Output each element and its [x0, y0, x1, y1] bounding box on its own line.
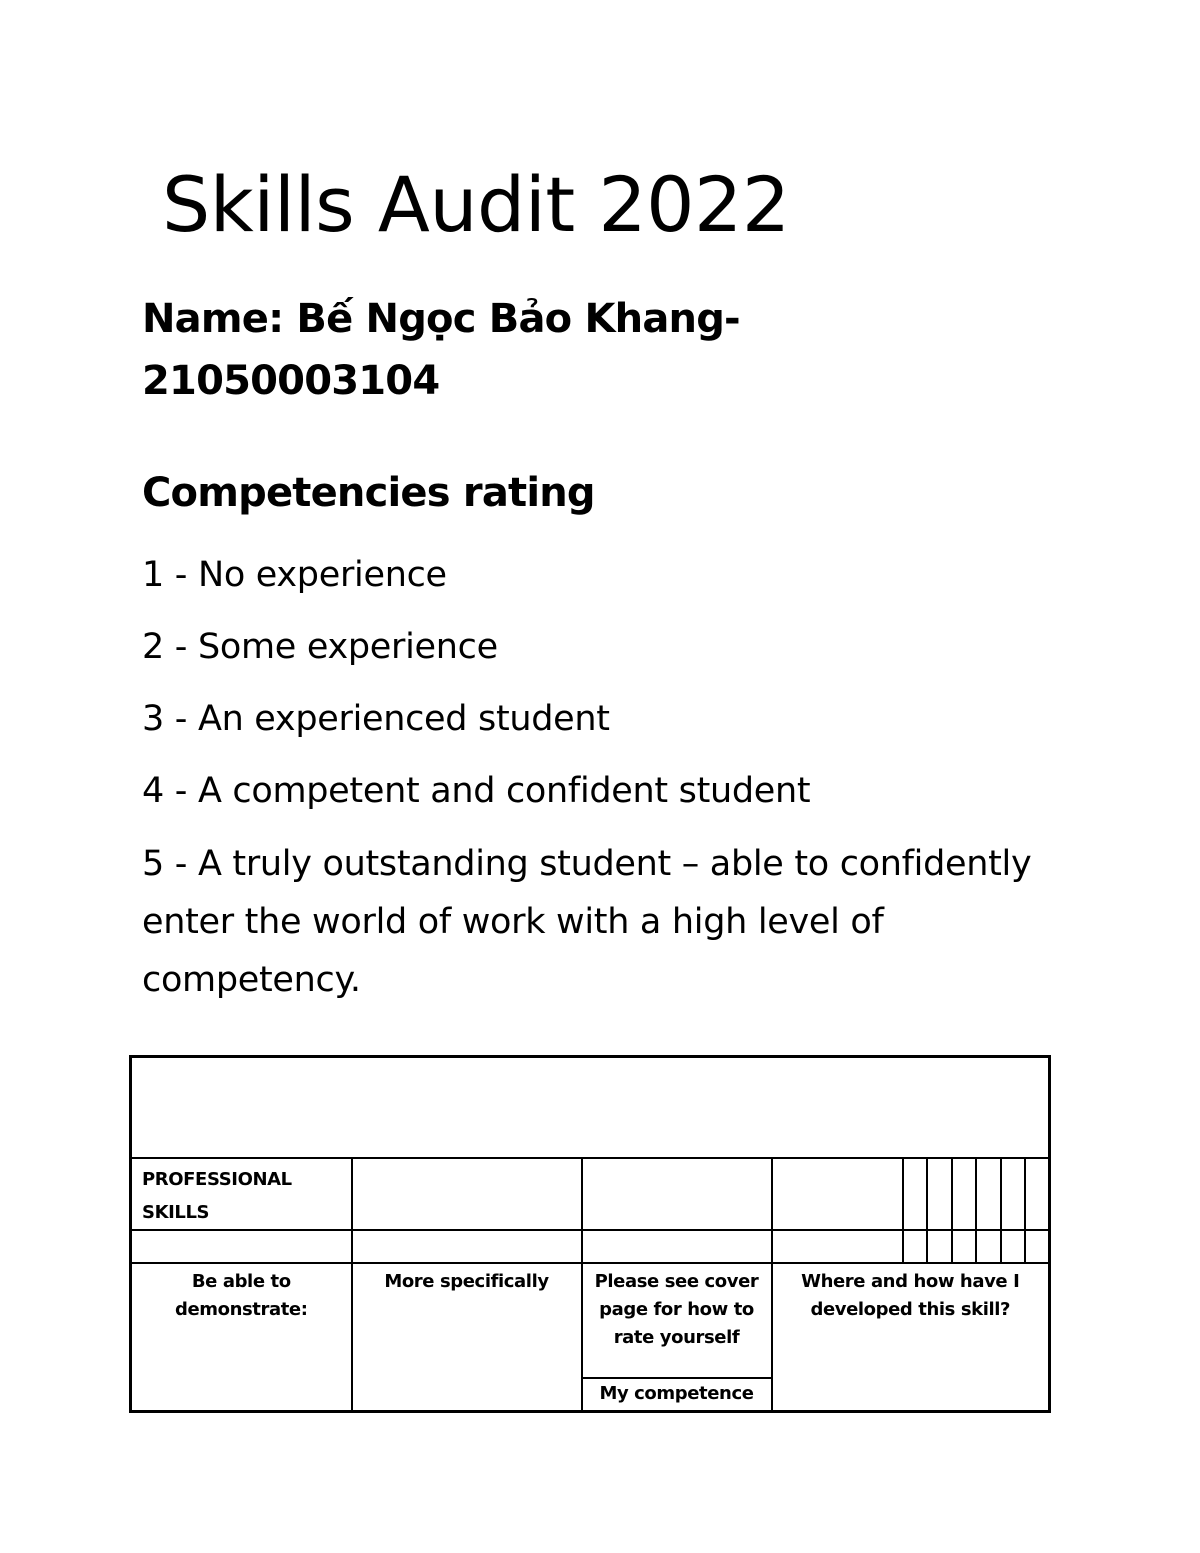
rating-box [1025, 1158, 1050, 1230]
competence-label: My competence [582, 1378, 772, 1412]
rating-item-3: 3 - An experienced student [142, 699, 610, 739]
rating-item-5: 5 - A truly outstanding student – able to confidently enter the world of work with a high level of competency. [142, 844, 1032, 1000]
header-demonstrate: Be able to demonstrate: [131, 1263, 352, 1412]
section-label: PROFESSIONAL SKILLS [131, 1158, 352, 1230]
rating-box [1001, 1158, 1025, 1230]
header-specifically: More specifically [352, 1263, 582, 1412]
student-id-line: 21050003104 [142, 358, 440, 404]
header-rating-note: Please see cover page for how to rate yourself [582, 1263, 772, 1378]
rating-heading: Competencies rating [142, 470, 595, 516]
page-title: Skills Audit 2022 [162, 160, 790, 249]
rating-box [927, 1230, 952, 1263]
rating-box [1025, 1230, 1050, 1263]
rating-box [976, 1230, 1001, 1263]
header-where-how: Where and how have I developed this skill? [772, 1263, 1050, 1412]
student-name [142, 288, 942, 412]
skills-table [129, 1055, 1051, 1413]
table-cell [352, 1158, 582, 1230]
rating-box [903, 1158, 927, 1230]
rating-box [952, 1158, 976, 1230]
table-cell [352, 1230, 582, 1263]
rating-box [903, 1230, 927, 1263]
student-name-line: Name: Bế Ngọc Bảo Khang- [142, 296, 740, 342]
table-cell [772, 1230, 903, 1263]
rating-item-2: 2 - Some experience [142, 627, 498, 667]
table-cell [772, 1158, 903, 1230]
table-header-blank-cell [131, 1057, 1050, 1158]
table-cell [582, 1230, 772, 1263]
rating-item-4: 4 - A competent and confident student [142, 771, 811, 811]
table-cell [582, 1158, 772, 1230]
rating-box [1001, 1230, 1025, 1263]
rating-box [976, 1158, 1001, 1230]
rating-box [952, 1230, 976, 1263]
table-cell [131, 1230, 352, 1263]
rating-item-1: 1 - No experience [142, 555, 447, 595]
rating-list [142, 547, 1062, 1025]
rating-box [927, 1158, 952, 1230]
